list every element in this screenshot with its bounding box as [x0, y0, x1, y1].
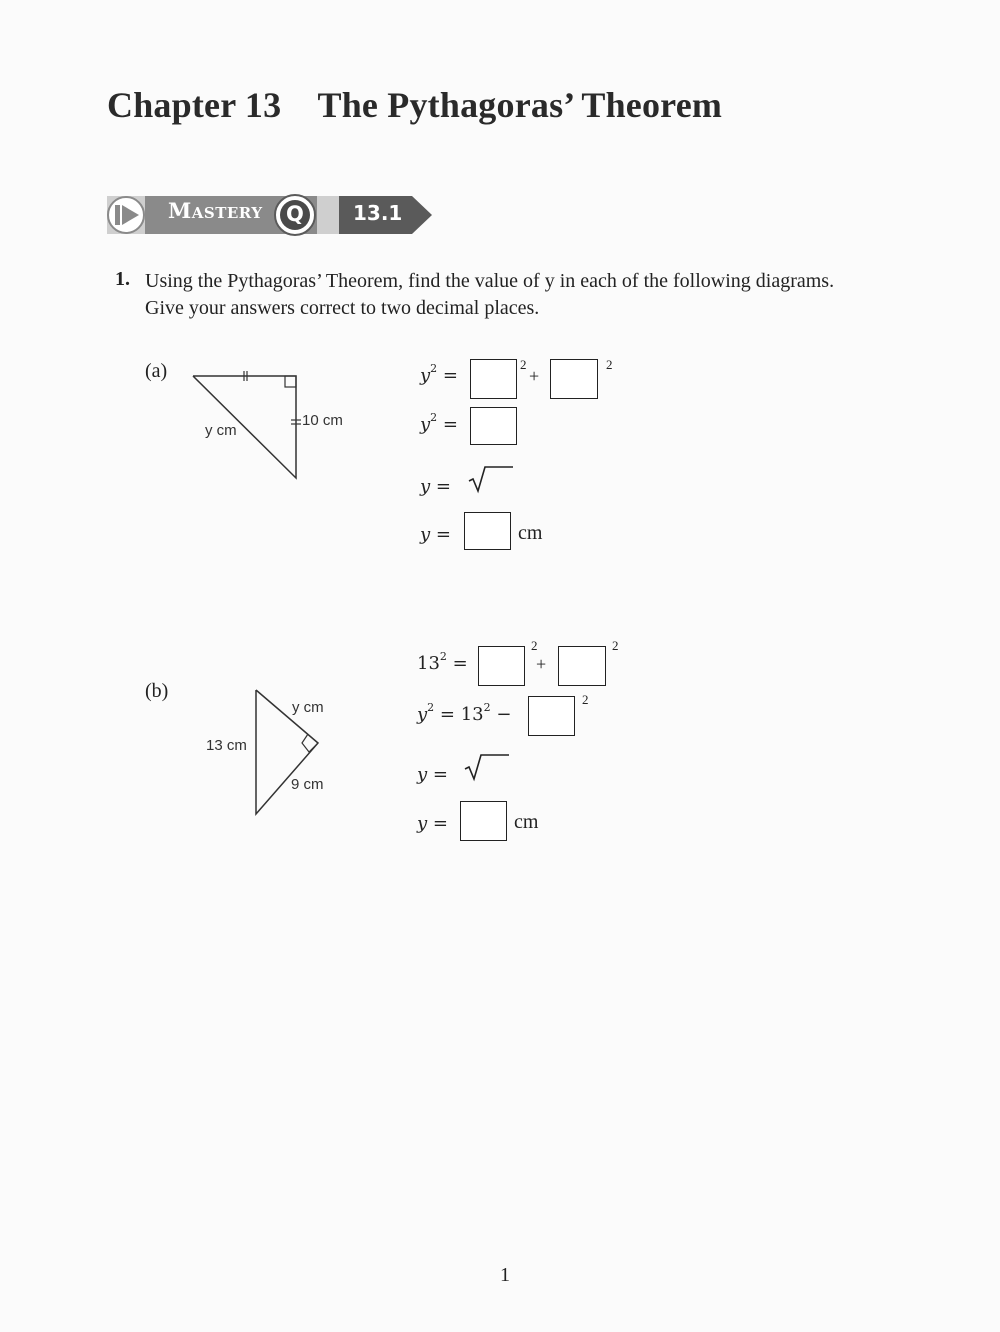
a-unit: cm — [518, 522, 543, 544]
b-eq2-exp: 2 — [582, 692, 589, 707]
a-eq1-plus: + — [529, 366, 540, 386]
page-number: 1 — [500, 1264, 510, 1286]
a-eq1-exp-2: 2 — [606, 357, 613, 372]
part-a-label: (a) — [145, 360, 168, 382]
a-eq1-box-1[interactable] — [470, 359, 517, 399]
q-badge-letter: Q — [286, 202, 304, 226]
question-text — [145, 268, 935, 322]
play-icon — [108, 197, 144, 233]
triangle-a-hyp-label: y cm — [205, 422, 237, 439]
a-eq1-box-2[interactable] — [550, 359, 598, 399]
triangle-b-top-label: y cm — [292, 699, 324, 716]
b-eq4-lhs: y = — [417, 813, 448, 834]
b-eq2-box[interactable] — [528, 696, 575, 736]
b-eq1-exp-2: 2 — [612, 638, 619, 653]
b-eq1-exp-1: 2 — [531, 638, 538, 653]
b-eq3-lhs: y = — [417, 764, 448, 785]
b-eq1-lhs: $13^2$ = — [417, 650, 468, 674]
banner-label: Mastery — [168, 198, 263, 223]
question-line-2: Give your answers correct to two decimal places. — [145, 297, 540, 319]
b-answer-box[interactable] — [460, 801, 507, 841]
b-eq1-box-1[interactable] — [478, 646, 525, 686]
a-eq3-lhs: y = — [420, 476, 451, 497]
triangle-b-hyp-label: 13 cm — [206, 737, 247, 754]
a-eq1-exp-1: 2 — [520, 357, 527, 372]
b-eq1-box-2[interactable] — [558, 646, 606, 686]
b-eq1-plus: + — [536, 654, 547, 674]
question-number: 1. — [115, 268, 130, 290]
chapter-title: Chapter 13 The Pythagoras’ Theorem — [107, 85, 723, 125]
triangle-a-side-label: 10 cm — [302, 412, 343, 429]
a-sqrt-input[interactable] — [488, 468, 510, 490]
b-unit: cm — [514, 811, 539, 833]
part-b-label: (b) — [145, 680, 169, 702]
b-sqrt-input[interactable] — [484, 756, 506, 778]
triangle-b-bottom-label: 9 cm — [291, 776, 324, 793]
banner-section-number: 13.1 — [353, 201, 403, 225]
b-eq2-expr: $y^2 = 13^2$ − — [417, 701, 512, 725]
a-eq2-box[interactable] — [470, 407, 517, 445]
a-eq1-lhs: $y^2$ = — [420, 362, 458, 386]
a-eq4-lhs: y = — [420, 524, 451, 545]
a-eq2-lhs: $y^2$ = — [420, 411, 458, 435]
question-line-1: Using the Pythagoras’ Theorem, find the value of y in each of the following diagrams. — [145, 270, 835, 292]
a-answer-box[interactable] — [464, 512, 511, 550]
